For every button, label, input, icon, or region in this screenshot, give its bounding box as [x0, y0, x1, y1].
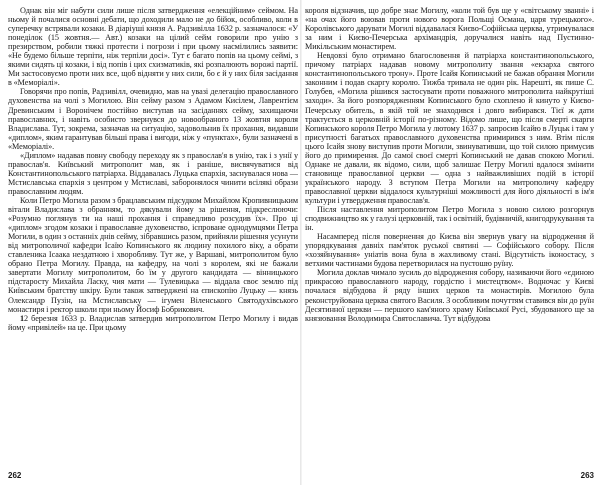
left-page-text: [8, 6, 298, 332]
book-gutter: [300, 0, 302, 485]
paragraph: Після наставлення митрополитом Петро Могила з новою силою розгорнув сподвижництво як у галузі церковній, так і освітній, будівничій, книгодрукування та ін.: [305, 205, 594, 233]
paragraph: Невдовзі було отримано благословення й патріарха константинопольського, причому патріарх надавав новому митрополиту звання «екзарха святого константинопольського трону». Проте Ісайя Копинський не бажав обрання Могили законним і подав скаргу королю. Тижба тривала не один рік. Нарешті, як пише С. Голубев, «Могила рішився застосувати проти поважного митрополита найкрутіші заходи». За його розпорядженням Копинського було схоплено й кинуто у Києво-Печерську обитель, в якій той не знаходився і довго вибирався. Тієї ж дати трактується в церковній історії по-різному. Відомо лише, що після смерті скарги Копинського короля Петро Могила у лютому 1637 р. запросив Ісайю в Луцьк і там у присутності багатьох православного духовенства примирився з ним. Втім після цього Ісайя знову виступив проти Могили, звинувативши, що той силою примусив його до примирення. До самої своєї смерті Копинський не давав спокою Могилі. Однаке не давали, як відомо, сили, щоб залишає Петру Могилі вдалося змінити становище православної церкви — одна з найважливіших подій в історії українського народу. З вступом Петра Могили на митрополичу кафедру православної церкви віддалося культурніші можливості для його діяльності в ім'я культури і утвердження православ'я.: [305, 51, 594, 205]
right-page: [305, 6, 594, 480]
paragraph: Однак він міг набути сили лише після затвердження «елекційним» сеймом. На ньому й почалися основні дебати, що доходили мало не до бійок, особливо, коли в суперечку встрявали козаки. В діарiуші князя А. Радзивілла 1632 р. зазначалося: «У понеділок (15 жовтня.— Авт.) козаки на цілий сейм говорили про унію з презирством, робили тяжкі протести і погрози і при цьому насмілились заявити: «Не будемо більше терпіти, ніж терпіли досі». Тут є багато попів на цьому сеймі, з якими сидять ці козаки, і від попів і цих схизматиків, які розпалюють ворожі партії. Ми застосовуємо проти них все, щоб відняти у них сили, бо є й у них біля засідання в «Меморіалі».: [8, 6, 298, 88]
left-page: [8, 6, 298, 480]
paragraph: 12 березня 1633 р. Владислав затвердив митрополитом Петро Могилу і видав йому «привілей» на це. При цьому: [8, 313, 298, 332]
right-page-text: [305, 6, 594, 323]
paragraph: короля відзначив, що добре знає Могилу, «коли той був ще у «світському званні» і «на очах його воював проти нового ворога Польщі Османа, царя турецького». Королівського дарувати Могилі віддавалася Києво-Софійська церква, утримувалася за ним і Києво-Печерська архімандрія, доручалися навіть над Пустинно-Микільським монастирем.: [305, 6, 594, 52]
paragraph: Насамперед після повернення до Києва він звернув увагу на відродження й упорядкування давніх пам'яток руської святині — Софійського собору. Після «хозяйнування» уніатів вона була в жахливому стані. Відсутність іконостасу, з ветхими частинами будова перетворилася на пустошю руїну.: [305, 232, 594, 269]
paragraph: Говорячи про попів, Радзивілл, очевидно, мав на увазі делегацію православного духовенства на чолі з Могилою. Він сейму разом з Адамом Кисілем, Лаврентієм Древинським і Воронічем постійно виступав на засіданнях сейму, захищаючи православних, і навіть особисто звернувся до новообраного 13 жовтня короля Владислава. Тут, зокрема, зазначав на ситуацію, задовольнив їх прохання, видавши «диплом», яким гарантував більші права і вигоди, ніж у «пунктах», були зазначені в «Меморіалі».: [8, 87, 298, 151]
page-number: 263: [580, 471, 594, 480]
paragraph: «Диплом» надавав повну свободу переходу як з православ'я в унію, так і з унії у православ'я. Київський митрополит мав, як і раніше, висвячуватися від Константинопольського патріарха. Віддавалась Луцька єпархія, заснувалася нова — Мстиславська єпархія з центром у Мстиславі, заборонялося чинити всілякі образи православним людям.: [8, 150, 298, 196]
paragraph: Могила доклав чимало зусиль до відродження собору, називаючи його «єдиною прикрасою православного народу, гордістю і мистецтвом». Водночас у Києві почалася відбудова й ряду інших церков та монастирів. Могилою була реконструйована церква святого Василя. З особливим почуттям ставився він до руїн Десятинної церкви — першого кам'яного храму Київської Русі, збудованого ще за князювання Володимира Святославича. Тут відбудова: [305, 268, 594, 323]
page-number: 262: [8, 471, 22, 480]
paragraph: Коли Петро Могила разом з брацлавським підсудком Михайлом Кропивницьким вітали Владислава з обранням, то дякували йому за рішення, підкреслюючи: «Розумно поглянув ти на наші прохання і справедливо розсудив їх». Про ці «диплом» згодом козаки і православне духовенство, іспроване однодумцями Петра Могили, в один з останніх днів сейму, зібравшись разом, прийняли рішення усунути від митрополичої кафедри Ісаїю Копинського як людину похилого віку, а обрати ставленика Ісаака нездатною і хворобливу. Тут же, у Варшаві, митрополитом було обрано Петра Могилу. Правда, на кафедру, на чолі з королем, які не бажали завертати Могилу митрополитом, бо їм у другого кандидата — вінницького підстаросту Михайла Ласку, чия мати — Тулевицька — віддала своє землю під Київським братству шкіру. Були також затверджені на єпископію Луцьку — князь Олександр Пузін, на Мстиславську — ігумен Віленського Святодухівського монастиря і ректор школи при ньому Йосиф Бобрикович.: [8, 195, 298, 314]
